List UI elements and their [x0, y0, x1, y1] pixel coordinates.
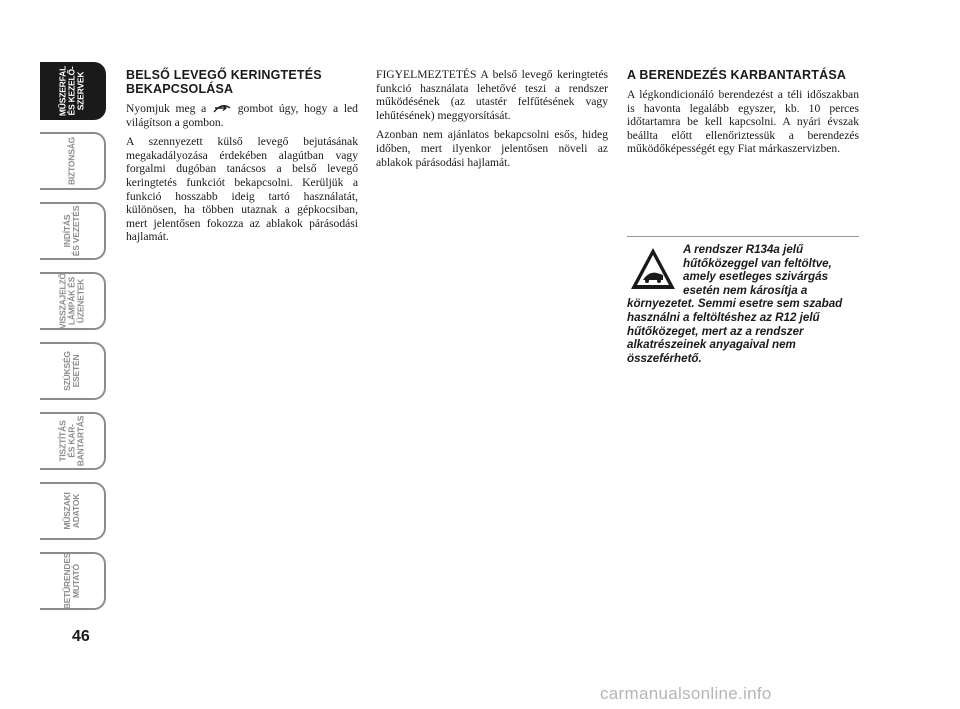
- page-number: 46: [72, 628, 90, 645]
- paragraph-text: gombot úgy, hogy a led világítson a gombon.: [126, 102, 358, 129]
- paragraph: [126, 102, 358, 129]
- tab-szukseg[interactable]: [40, 342, 106, 400]
- tab-muszerfal[interactable]: [40, 62, 106, 120]
- paragraph: A légkondicionáló berendezést a téli időszakban is havonta legalább egyszer, kb. 10 perces időtartamra be kell kapcsolni. A nyári évszak beállta előtt ellenőriztessük a berendezés működőképességét egy Fiat márkaszervizben.: [627, 88, 859, 156]
- warning-triangle-icon: [629, 245, 677, 293]
- recirculation-icon: [212, 102, 232, 114]
- section-tabs: [40, 62, 106, 622]
- tab-label: VISSZAJELZŐ LÁMPÁK ÉS ÜZENETEK: [57, 273, 86, 329]
- column-warning-note: [376, 68, 608, 175]
- tab-label: BETŰRENDES MUTATÓ: [62, 552, 81, 610]
- tab-label: SZÜKSÉG ESETÉN: [62, 351, 81, 391]
- column-maintenance: [627, 68, 859, 162]
- tab-label: INDÍTÁS ÉS VEZETÉS: [62, 205, 81, 257]
- paragraph: FIGYELMEZTETÉS A belső levegő keringtetés funkció használata lehetővé teszi a rendszer működésének (az utastér felfűtésének vagy lehűtésének) meggyorsítását.: [376, 68, 608, 122]
- paragraph: Azonban nem ajánlatos bekapcsolni esős, hideg időben, mert ilyenkor jelentősen növeli az ablakok párásodási hajlamát.: [376, 128, 608, 169]
- footer-watermark: carmanualsonline.info: [600, 684, 772, 703]
- paragraph: A szennyezett külső levegő bejutásának megakadályozása érdekében alagútban vagy forgalmi dugóban tanácsos a belső levegő keringtetés funkciót bekapcsolni. Kerüljük a funkció hosszabb ideig tartó használatát, különösen, ha többen utaznak a gépkocsiban, mert jelentősen fokozza az ablakok párásodási hajlamát.: [126, 135, 358, 244]
- column-recirculation: [126, 68, 358, 250]
- tab-inditas[interactable]: [40, 202, 106, 260]
- environment-warning: [627, 236, 859, 365]
- section-heading: A BERENDEZÉS KARBANTARTÁSA: [627, 68, 847, 82]
- tab-betturendes[interactable]: [40, 552, 106, 610]
- tab-muszaki[interactable]: [40, 482, 106, 540]
- tab-tisztitas[interactable]: [40, 412, 106, 470]
- tab-label: TISZTÍTÁS ÉS KAR- BANTARTÁS: [57, 415, 86, 467]
- section-heading: BELSŐ LEVEGŐ KERINGTETÉS BEKAPCSOLÁSA: [126, 68, 322, 96]
- tab-label: MŰSZERFAL ÉS KEZELŐ- SZERVEK: [57, 65, 86, 117]
- tab-visszajelzo[interactable]: [40, 272, 106, 330]
- tab-label: BIZTONSÁG: [66, 136, 77, 186]
- paragraph-text: Nyomjuk meg a: [126, 102, 207, 115]
- tab-label: MŰSZAKI ADATOK: [62, 492, 81, 530]
- warning-text: A rendszer R134a jelű hűtőközeggel van feltöltve, amely esetleges szivárgás esetén nem károsítja a környezetet. Semmi esetre sem szabad használni a feltöltéshez az R12 jelű hűtőközeget, mert az a rendszer alkatrészeinek anyagaival nem összeférhető.: [627, 243, 843, 365]
- tab-biztonsag[interactable]: [40, 132, 106, 190]
